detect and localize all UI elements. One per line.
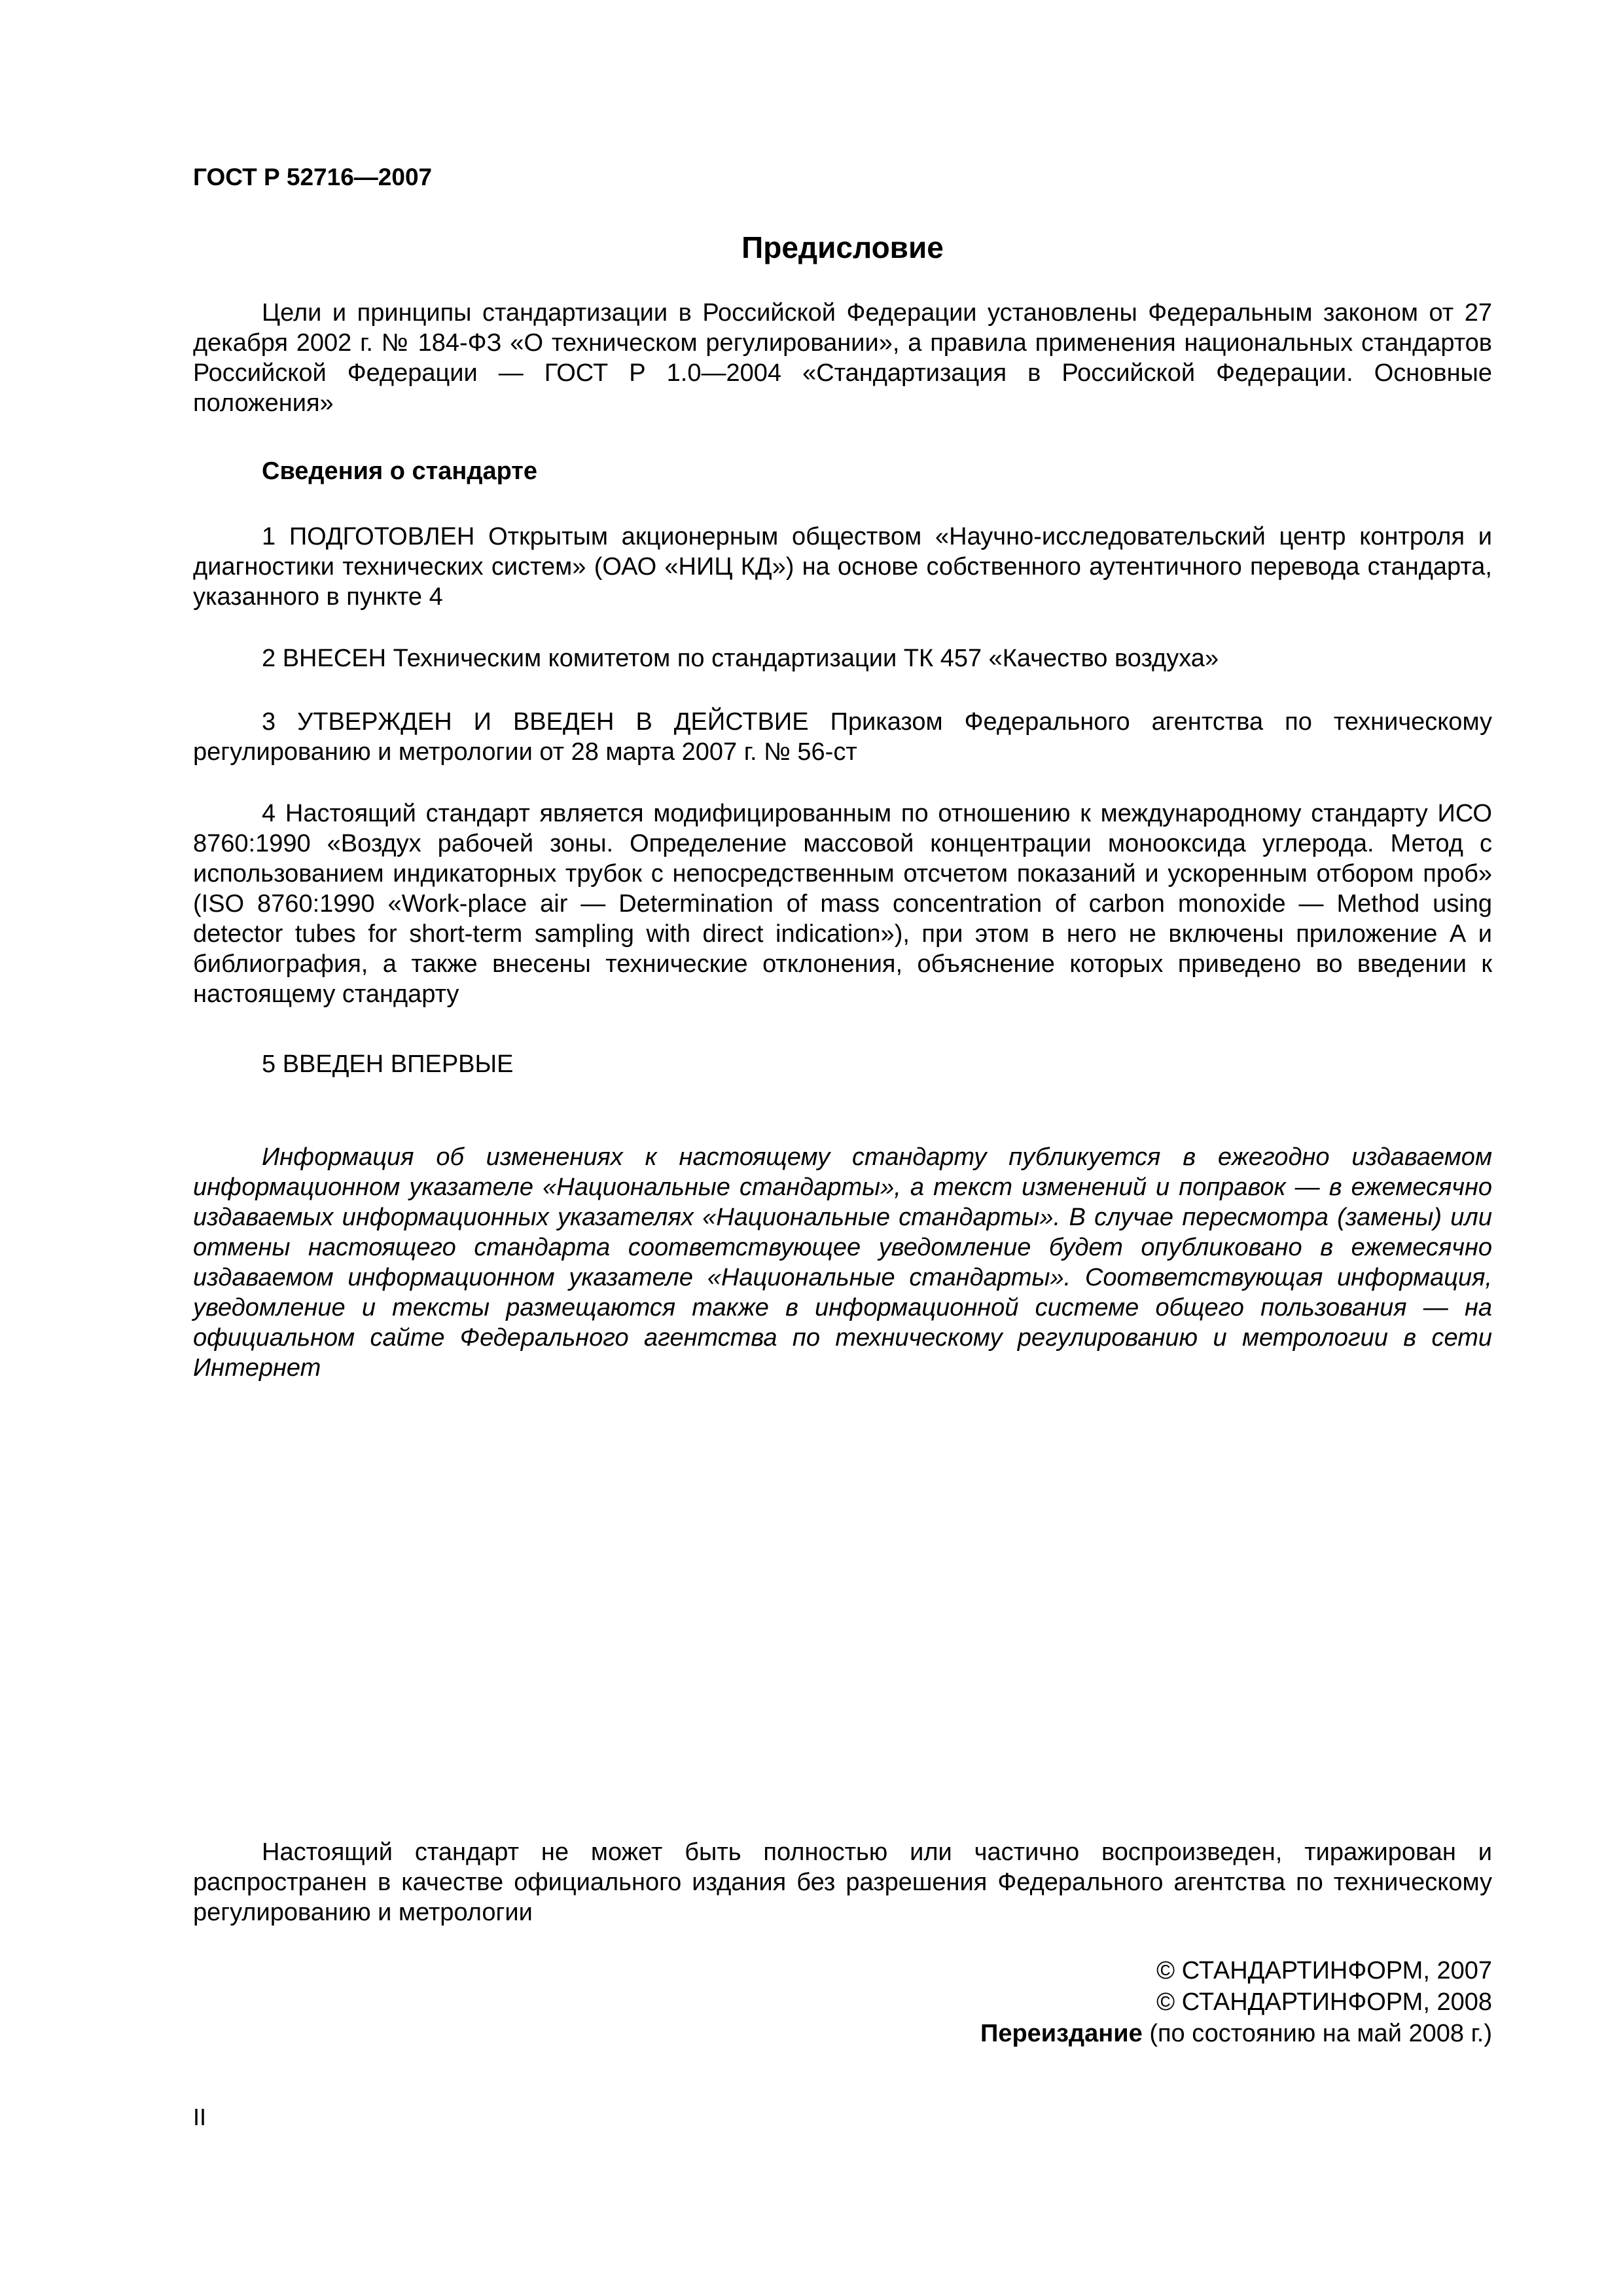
notice-paragraph: Информация об изменениях к настоящему стандарту публикуется в ежегодно издаваемом информационном указателе «Национальные стандарты», а текст изменений и поправок — в ежемесячно издаваемых информационных указателях «Национальные стандарты». В случае пересмотра (замены) или отмены настоящего стандарта соответствующее уведомление будет опубликовано в ежемесячно издаваемом информационном указателе «Национальные стандарты». Соответствующая информация, уведомление и тексты размещаются также в информационной системе общего пользования — на официальном сайте Федерального агентства по техническому регулированию и метрологии в сети Интернет bbox=[193, 1143, 1492, 1382]
item-2: 2 ВНЕСЕН Техническим комитетом по стандартизации ТК 457 «Качество воздуха» bbox=[262, 645, 1219, 672]
section-title: Предисловие bbox=[741, 230, 944, 264]
reissue-note: (по состоянию на май 2008 г.) bbox=[1149, 2020, 1492, 2047]
item-5: 5 ВВЕДЕН ВПЕРВЫЕ bbox=[262, 1050, 514, 1078]
page-number: II bbox=[193, 2104, 207, 2130]
item-4: 4 Настоящий стандарт является модифицированным по отношению к международному стандарту ИСО 8760:1990 «Воздух рабочей зоны. Определение массовой концентрации монооксида углерода. Метод с использованием индикаторных трубок с непосредственным отсчетом показаний и ускоренным отбором проб» (ISO 8760:1990 «Work-place air — Determination of mass concentration of carbon monoxide — Method using detector tubes for short-term sampling with direct indication»), при этом в него не включены приложение А и библиография, а также внесены технические отклонения, объяснение которых приведено во введении к настоящему стандарту bbox=[193, 800, 1492, 1008]
reissue-line bbox=[193, 2018, 1492, 2049]
copyright-notice: Настоящий стандарт не может быть полностью или частично воспроизведен, тиражирован и распространен в качестве официального издания без разрешения Федерального агентства по техническому регулированию и метрологии bbox=[193, 1839, 1492, 1926]
item-3: 3 УТВЕРЖДЕН И ВВЕДЕН В ДЕЙСТВИЕ Приказом Федерального агентства по техническому регулированию и метрологии от 28 марта 2007 г. № 56-ст bbox=[193, 708, 1492, 766]
document-header: ГОСТ Р 52716—2007 bbox=[193, 164, 433, 190]
copyright-line-2: © СТАНДАРТИНФОРМ, 2008 bbox=[1156, 1988, 1492, 2016]
intro-paragraph: Цели и принципы стандартизации в Российской Федерации установлены Федеральным законом от 27 декабря 2002 г. № 184-ФЗ «О техническом регулировании», а правила применения национальных стандартов Российской Федерации — ГОСТ Р 1.0—2004 «Стандартизация в Российской Федерации. Основные положения» bbox=[193, 299, 1492, 417]
copyright-line-1: © СТАНДАРТИНФОРМ, 2007 bbox=[1156, 1957, 1492, 1984]
reissue-label: Переиздание bbox=[980, 2020, 1143, 2047]
info-heading: Сведения о стандарте bbox=[262, 457, 538, 485]
document-page bbox=[193, 0, 1492, 2296]
item-1: 1 ПОДГОТОВЛЕН Открытым акционерным обществом «Научно-исследовательский центр контроля и диагностики технических систем» (ОАО «НИЦ КД») на основе собственного аутентичного перевода стандарта, указанного в пункте 4 bbox=[193, 523, 1492, 611]
